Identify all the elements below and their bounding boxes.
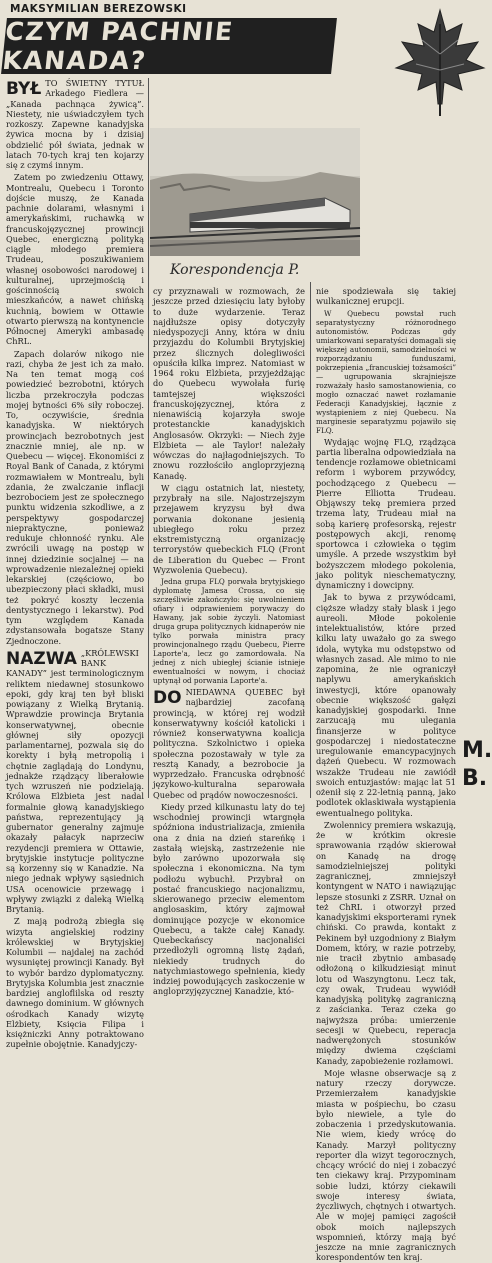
paragraph-text: TO ŚWIETNY TYTUŁ Arkadego Fiedlera — „Kanada pachnąca żywicą”. Niestety, nie uświadczyłem tych rozkoszy. Zapewne kanadyjska żywica mocna by i dzisiaj obdzielić pół świata, jednak w latach 70-tych kraj ten kojarzy się z czymś innym. (6, 78, 144, 170)
paragraph: Zwolennicy premiera wskazują, że w krótkim okresie sprawowania rządów skierował on Kanadę na drogę samodzielniejszej polityki zagranicznej, zmniejszył kontyngent w NATO i nawiązując lepsze stosunki z ZSRR. Uznał on też ChRL i otworzył przed kanadyjskimi eksporterami rynek chiński. Co prawda, kontakt z Pekinem był uzgodniony z Białym Domem, który, w razie potrzeby, nie tracił zbytnio ambasadę odłożoną o kilkudziesiąt minut lotu od Waszyngtonu. Lecz tak, czy owak, Trudeau wywiódł kanadyjską politykę zagraniczną z zaścianka. Teraz czeka go najwyższa próba: umierzenie secesji w Quebecu, reperacja nadwerężonych stosunków między dwiema częściami Kanady, zapobieżenie rozłamowi. (316, 819, 456, 1066)
paragraph: W ciągu ostatnich lat, niestety, przybrały na sile. Najostrzejszym przejawem kryzysu był dwa porwania dokonane jesienią ubiegłego roku przez ekstremistyczną organizację terrorystów quebeckich FLQ (Front de Liberation du Quebec — Front Wyzwolenia Quebecu). (153, 482, 305, 575)
paragraph-text: „KRÓLEWSKI BANK KANADY” jest terminologicznym reliktem niedawnej stosunkowo epoki, gdy kraj ten był bliski powiązany z Wielką Brytanią. Wprawdzie prowincja Brytania konserwatywnej, obecnie głównej siły opozycji parlamentarnej, pozwala się do korekty i byłą metropolią i chętnie zaglądają do Londynu, jednakże rządzący liberałowie tych wzruszeń nie podzielają. Królowa Elżbieta jest nadal formalnie głową kanadyjskiego państwa, reprezentujący ją gubernator generalny zajmuje okazały pałacyk naprzeciw rezydencji premiera w Ottawie, brytyjskie instytucje polityczne są korzenny się w Kanadzie. Na niego jednak wpływy sąsiednich USA ocenowicie przewagę i wpływy związki z daleką Wielką Brytanią. (6, 647, 144, 914)
drop-cap: DO (153, 688, 182, 708)
paragraph: Z mają podrożą zbiegła się wizyta angielskiej rodziny królewskiej w Brytyjskiej Kolumbii — najdalej na zachód wysuniętej prowincji Kanady. Był to wybór bardzo dyplomatyczny. Brytyjska Kolumbia jest znacznie bardziej angloflilska od reszty dawnego dominium. W głównych ośrodkach Kanady wizytę Elżbiety, Księcia Filipa i księżniczki Anny potraktowano zupełnie obojętnie. Kanadyjczy- (6, 916, 144, 1050)
paragraph: Jak to bywa z przywódcami, cięższe władzy stały blask i jego aureoli. Młode pokolenie intelektualistów, które przed kilku laty uważało go za swego idola, wytyka mu odstępstwo od własnych zasad. Ale mimo to nie zapomina, że nie ograniczył naplywu amerykańskich inwestycji, które opanowały obecnie większość gałęzi kanadyjskiej gospodarki. Inne zarzucają mu ulegania finansjerze w polityce gospodarczej i niedostateczne uregulowanie emancypacyjnych dążeń Quebecu. W rozmowach wszakże Trudeau nie zawiódł swoich entuzjastów: mając lat 51 ożenił się z 22-letnią panną, jako podlotek oklaskiwała wystąpienia ewentualnego polityka. (316, 592, 456, 818)
column-2 (153, 286, 305, 997)
headline-text: CZYM PACHNIE KANADA? (0, 17, 236, 75)
section-banner (150, 258, 470, 282)
paragraph (6, 648, 144, 915)
note-paragraph: Jedna grupa FLQ porwała brytyjskiego dyplomatę Jamesa Crossa, co się szczęśliwie zakończyło: się uwolnieniem ofiary i odprawieniem porywaczy do Hawany, jak sobie życzyli. Natomiast druga grupa politycznych kidnaperów nie tylko porwała ministra pracy prowincjonalnego rządu Quebecu, Pierre Laporte'a, lecz go zamordowała. Na jednej z nich ubiegłej ścianie istnieje ewentualności w nowym, i chociaż uptynął od porwania Laporte'a. (153, 577, 305, 685)
signature-b: B. (462, 766, 488, 791)
paragraph: Moje własne obserwacje są z natury rzeczy dorywcze. Przemierzałem kanadyjskie miasta w pośpiechu, bo czasu było niewiele, a tyle do zobaczenia i przedyskutowania. Nie wiem, kiedy wrócę do Kanady. Marzył polityczny reporter dla wizyt tegorocznych, chcący wrócić do niej i zobaczyć ten ciekawy kraj. Przypominam sobie ludzi, którzy ciekawili swoje interesy świata, życzliwych, chętnych i otwartych. Ale w mojej pamięci zagościł obok moich najlepszych wspomnień, którzy mają być jeszcze na mnie zagranicznych korespondentów ten kraj. (316, 1067, 456, 1263)
headline-title (1, 18, 337, 74)
paragraph: Zapach dolarów nikogo nie razi, chyba że jest ich za mało. Na ten temat mogą coś powiedzieć bezrobotni, których liczba przekroczyła podczas mojej bytności 6% siły roboczej. To, oczywiście, średnia kanadyjska. W niektórych prowincjach bezrobotnych jest znacznie mniej, ale np. w Quebecu — więcej. Ekonomiści z Royal Bank of Canada, z którymi rozmawiałem w Montrealu, byli zdania, że zwalczanie inflacji bezrobociem jest ze społecznego punktu widzenia szkodliwe, a z perspektywy gospodarczej niepraktyczne, ponieważ redukuje chłonność rynku. Ale zwrócili uwagę na postęp w innej dziedzinie socjalnej — na wprowadzenie niezależnej opieki lekarskiej (częściowo, bo ubezpieczony płaci składki, musi też pokryć koszty leczenia dentystycznego i lekarstw). Pod tym względem Kanada zdystansowała bogatsze Stany Zjednoczone. (6, 348, 144, 646)
train-photo (150, 128, 360, 256)
column-divider (148, 78, 149, 798)
paragraph: cy przyznawali w rozmowach, że jeszcze przed dziesięciu laty byłoby to duże wydarzenie. Teraz najdłuższe opisy dotyczyły niedyspozycji Anny, która w dniu przyjazdu do Kolumbii Brytyjskiej przez ślicznych dolegliwości opuściła kilka imprez. Natomiast w 1964 roku Elżbieta, przyjeżdżając do Quebecu wywołała furię tamtejszej większości francuskojęzycznej, która z nienawiścią kojarzyła swoje protestanckie kanadyjskich Anglosasów. Okrzyki: — Niech żyje Elżbieta — ale Taylor! należały wówczas do najłagodniejszych. To znowu rozzłościło angloprzyjezną Kanadę. (153, 286, 305, 481)
drop-cap: BYŁ (6, 79, 42, 99)
note-paragraph: W Quebecu powstał ruch separatystyczny różnorodnego autonomistów. Podczas gdy umiarkowani separatyści domagali się większej autonomii, samodzielności w rozporządzaniu funduszami, pokrzepienia „francuskiej tożsamości” — ugrupowania skrajniejsze rozważały hasło samostanowienia, co mogło oznaczać nawet rozłamanie Federacji Kanadyjskiej, łącznie z wystąpieniem z niej Quebecu. Na marginesie separatyzmu pojawiło się FLQ. (316, 308, 456, 435)
drop-cap: NAZWA (6, 648, 77, 669)
maple-leaf-illustration (392, 4, 488, 124)
column-divider (310, 282, 311, 798)
paragraph-text: NIEDAWNA QUEBEC był najbardziej zacofaną prowincją, w której rej wodził konserwatywny kościół katolicki i również konserwatywna koalicja polityczna. Szkolnictwo i opieka społeczna pozostawały w tyle za resztą Kanady, a bezrobocie ja wyprzedzało. Francuska odrębność językowo-kulturalna separowała Quebec od prądów nowoczesności. (153, 687, 305, 800)
paragraph: Zatem po zwiedzeniu Ottawy, Montrealu, Quebecu i Toronto dojście muszę, że Kanada pachnie dolarami, własnymi i amerykańskimi, ruchawką w francuskojęzycznej prowincji Quebec, energiczną polityką ciągle młodego premiera Trudeau, poszukiwaniem własnej osobowości narodowej i kulturalnej, uprzejmością i gościnnością swoich mieszkańców, a nawet chińską kuchnią, bowiem w Ottawie otwarto pierwszą na kontynencie Północnej Ameryki ambasadę ChRL. (6, 172, 144, 347)
banner-text: Korespondencja P. (170, 262, 300, 278)
paragraph: Kiedy przed kilkunastu laty do tej wschodniej prowincji wtargnęła spóźniona industrializacja, zmieniła ona z dnia na dzień stareńkę i zastałą wiejską, zastrzeżenie nie było zarówno upozorwała się społeczna i ekonomiczna. Na tym podłożu wybuchł. Przybrał on postać francuskiego nacjonalizmu, skierowanego przeciw elementom anglosaskim, który zajmował dominujące pozycje w ekonomice Quebecu, a także całej Kanady. Quebeckańscy nacjonaliści przedłożyli ogromną listę żądań, niekiedy trudnych do natychmiastowego spełnienia, kiedy indziej powodujących zaskoczenie w angloprzyjęzycznej Kanadzie, któ- (153, 801, 305, 997)
column-3 (316, 286, 456, 1263)
paragraph (153, 687, 305, 800)
paragraph: Wydając wojnę FLQ, rządząca partia liberalna odpowiedziała na tendencje rozłamowe obietnicami reform i wyborem przywódcy, pochodzącego z Quebecu — Pierre Elliotta Trudeau. Objąwszy tekę premiera przed trzema laty, Trudeau miał na sobą karierę profesorską, rejestr postępowych akcji, renomę sportowca i człowieka o tęgim umyśle. A przede wszystkim był bożyszczem młodego pokolenia, jako polityk nieschematyczny, dynamiczny i dowcipny. (316, 436, 456, 590)
maple-leaf-icon (392, 4, 488, 124)
paragraph (6, 78, 144, 170)
author-byline: MAKSYMILIAN BEREZOWSKI (10, 3, 187, 15)
train-image (150, 128, 360, 256)
paragraph: nie spodziewała się takiej wulkanicznej erupcji. (316, 286, 456, 307)
column-1 (6, 78, 144, 1050)
signature-m: M. (462, 738, 492, 763)
